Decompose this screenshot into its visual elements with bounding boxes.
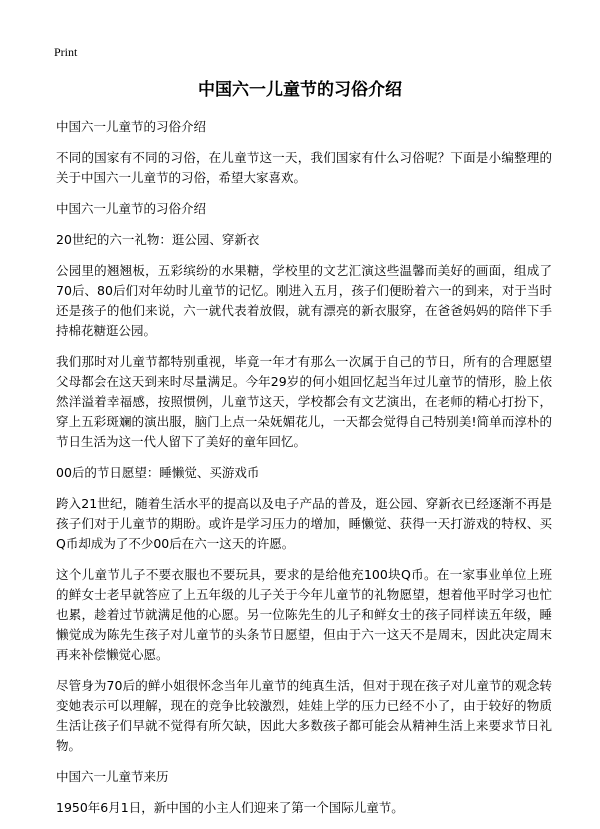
section-heading: 中国六一儿童节的习俗介绍 <box>56 201 207 216</box>
paragraph: 尽管身为70后的鲜小姐很怀念当年儿童节的纯真生活，但对于现在孩子对儿童节的观念转变她表示可以理解，现在的竞争比较激烈，娃娃上学的压力已经不小了，由于较好的物质生活让孩子们早就不觉得有所欠缺，因此大多数孩子都可能会从精神生活上来要求节日礼物。 <box>56 678 552 753</box>
section-heading: 00后的节日愿望：睡懒觉、买游戏币 <box>56 465 260 480</box>
section-heading: 中国六一儿童节的习俗介绍 <box>56 119 207 134</box>
print-link[interactable]: Print <box>54 45 78 59</box>
paragraph: 这个儿童节儿子不要衣服也不要玩具，要求的是给他充100块Q币。在一家事业单位上班的鲜女士老早就答应了上五年级的儿子关于今年儿童节的礼物愿望，想着他平时学习也忙也累，趁着过节就满足他的心愿。另一位陈先生的儿子和鲜女士的孩子同样读五年级，睡懒觉成为陈先生孩子对儿童节的头条节日愿望，但由于六一这天不是周末，因此决定周末再来补偿懒觉心愿。 <box>56 567 552 662</box>
intro-paragraph: 不同的国家有不同的习俗，在儿童节这一天，我们国家有什么习俗呢？下面是小编整理的关于中国六一儿童节的习俗，希望大家喜欢。 <box>56 150 552 185</box>
paragraph: 1950年6月1日，新中国的小主人们迎来了第一个国际儿童节。 <box>56 800 404 815</box>
section-heading: 20世纪的六一礼物：逛公园、穿新衣 <box>56 232 260 247</box>
section-heading: 中国六一儿童节来历 <box>56 769 169 784</box>
paragraph: 我们那时对儿童节都特别重视，毕竟一年才有那么一次属于自己的节日，所有的合理愿望父母都会在这天到来时尽量满足。今年29岁的何小姐回忆起当年过儿童节的情形，脸上依然洋溢着幸福感，按照惯例，儿童节这天，学校都会有文艺演出，在老师的精心打扮下，穿上五彩斑斓的演出服，脑门上点一朵妩媚花儿，一天都会觉得自己特别美!简单而淳朴的节日生活为这一代人留下了美好的童年回忆。 <box>56 354 552 449</box>
article-body <box>56 117 552 829</box>
page-title: 中国六一儿童节的习俗介绍 <box>198 80 402 100</box>
paragraph: 公园里的翘翘板，五彩缤纷的水果糖，学校里的文艺汇演这些温馨而美好的画面，组成了70后、80后们对年幼时儿童节的记忆。刚进入五月，孩子们便盼着六一的到来，对于当时还是孩子的他们来说，六一就代表着放假，就有漂亮的新衣服穿，在爸爸妈妈的陪伴下手持棉花糖逛公园。 <box>56 263 552 338</box>
paragraph: 跨入21世纪，随着生活水平的提高以及电子产品的普及，逛公园、穿新衣已经逐渐不再是孩子们对于儿童节的期盼。或许是学习压力的增加，睡懒觉、获得一天打游戏的特权、买Q币却成为了不少00后在六一这天的许愿。 <box>56 496 552 551</box>
